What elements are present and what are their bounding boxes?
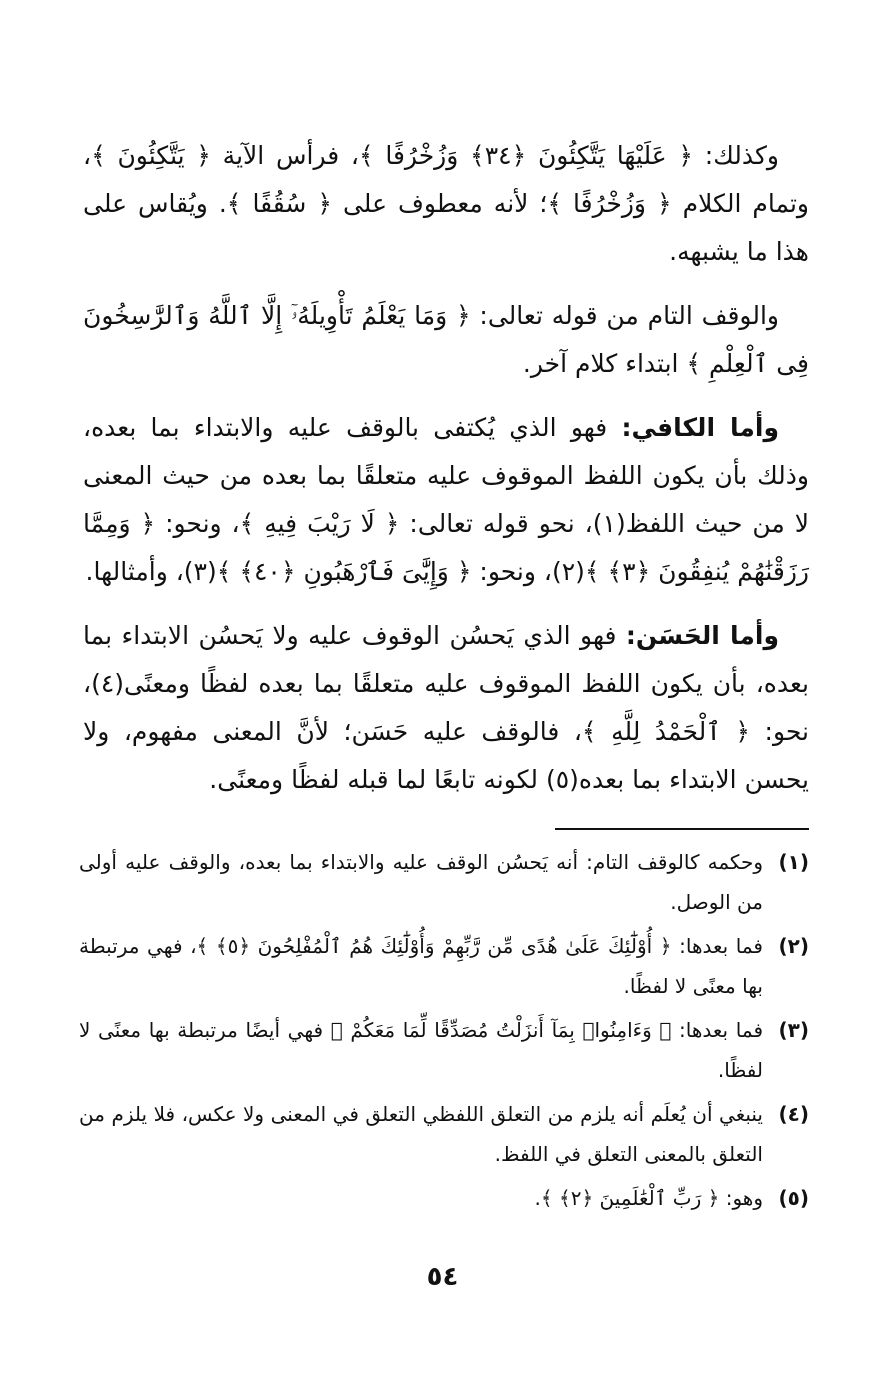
page-number: ٥٤: [426, 1262, 459, 1292]
paragraph-text: والوقف التام من قوله تعالى: ﴿ وَمَا يَعْلَمُ تَأْوِيلَهُۥٓ إِلَّا ٱللَّهُ وَٱلرَّٰسِخُونَ فِى ٱلْعِلْمِ ﴾ ابتداء كلام آخر.: [83, 301, 809, 378]
footnote-text: فما بعدها: ﴿ أُوْلَٰٓئِكَ عَلَىٰ هُدًى مِّن رَّبِّهِمْ وَأُوْلَٰٓئِكَ هُمُ ٱلْمُفْلِحُونَ ﴿٥﴾ ﴾، فهي مرتبطة بها معنًى لا لفظًا.: [79, 934, 763, 998]
footnote-separator: [555, 828, 809, 830]
footnote-1: [79, 842, 809, 922]
paragraph-2: [83, 292, 809, 388]
paragraph-text: فهو الذي يَحسُن الوقوف عليه ولا يَحسُن الابتداء بما بعده، بأن يكون اللفظ الموقوف عليه متعلقًا بما بعده لفظًا ومعنًى(٤)، نحو: ﴿ ٱلْحَمْدُ لِلَّهِ ﴾، فالوقف عليه حَسَن؛ لأنَّ المعنى مفهوم، ولا يحسن الابتداء بما بعده(٥) لكونه تابعًا لما قبله لفظًا ومعنًى.: [83, 621, 809, 794]
paragraph-3: [83, 404, 809, 596]
footnote-number: (٢): [778, 934, 809, 958]
footnote-text: وهو: ﴿ رَبِّ ٱلْعَٰلَمِينَ ﴿٢﴾ ﴾.: [534, 1186, 763, 1210]
footnote-3: [79, 1010, 809, 1090]
paragraph-text: وكذلك: ﴿ عَلَيْهَا يَتَّكِئُونَ ﴿٣٤﴾ وَزُخْرُفًا ﴾، فرأس الآية ﴿ يَتَّكِئُونَ ﴾، وتمام الكلام ﴿ وَزُخْرُفًا ﴾؛ لأنه معطوف على ﴿ سُقُفًا ﴾. ويُقاس على هذا ما يشبهه.: [83, 141, 809, 266]
paragraph-text: فهو الذي يُكتفى بالوقف عليه والابتداء بما بعده، وذلك بأن يكون اللفظ الموقوف عليه متعلقًا بما بعده من حيث المعنى لا من حيث اللفظ(١)، نحو قوله تعالى: ﴿ لَا رَيْبَ فِيهِ ﴾، ونحو: ﴿ وَمِمَّا رَزَقْنَٰهُمْ يُنفِقُونَ ﴿٣﴾ ﴾(٢)، ونحو: ﴿ وَإِيَّٰىَ فَٱرْهَبُونِ ﴿٤٠﴾ ﴾(٣)، وأمثالها.: [83, 413, 809, 586]
footnote-5: [79, 1178, 809, 1218]
footnote-text: ينبغي أن يُعلَم أنه يلزم من التعلق اللفظي التعلق في المعنى ولا عكس، فلا يلزم من التعلق بالمعنى التعلق في اللفظ.: [79, 1102, 763, 1166]
main-text: [83, 132, 809, 820]
footnote-text: وحكمه كالوقف التام: أنه يَحسُن الوقف عليه والابتداء بما بعده، والوقف عليه أولى من الوصل.: [79, 850, 763, 914]
footnote-2: [79, 926, 809, 1006]
footnote-number: (١): [778, 850, 809, 874]
footnote-number: (٤): [778, 1102, 809, 1126]
paragraph-4: [83, 612, 809, 804]
section-heading-hasan: وأما الحَسَن:: [625, 621, 780, 650]
section-heading-kafi: وأما الكافي:: [621, 413, 779, 442]
footnote-4: [79, 1094, 809, 1174]
paragraph-1: [83, 132, 809, 276]
footnote-number: (٣): [778, 1018, 809, 1042]
footnotes: [79, 842, 809, 1222]
footnote-number: (٥): [778, 1186, 809, 1210]
footnote-text: فما بعدها: ﴿ وَءَامِنُوا۟ بِمَآ أَنزَلْتُ مُصَدِّقًا لِّمَا مَعَكُمْ ﴾ فهي أيضًا مرتبطة بها معنًى لا لفظًا.: [79, 1018, 763, 1082]
